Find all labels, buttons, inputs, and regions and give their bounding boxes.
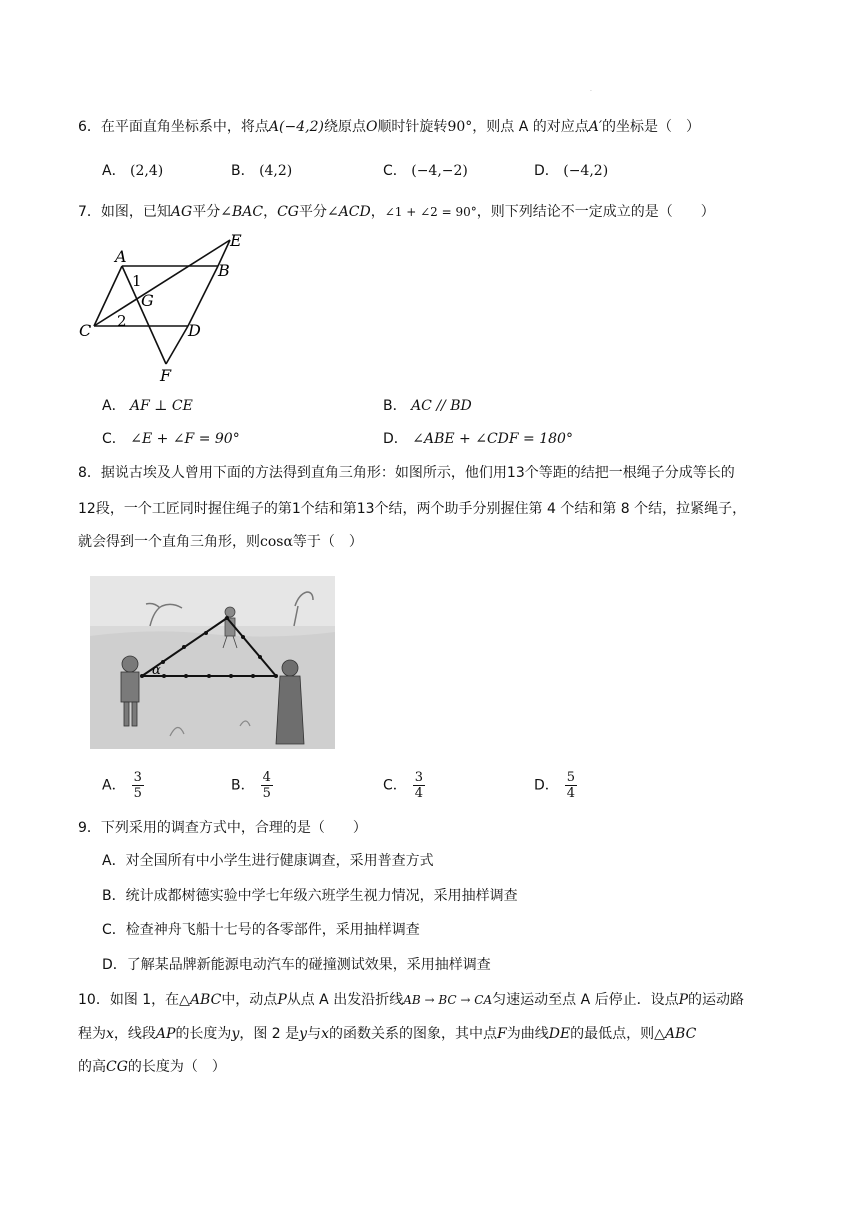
option-value: (−4,2): [563, 163, 609, 179]
q8-option-a[interactable]: [102, 770, 144, 801]
q10-line-3: [78, 1057, 226, 1077]
option-value: AF ⊥ CE: [130, 398, 193, 414]
option-letter: D．: [534, 777, 559, 794]
q10-x: x: [106, 1026, 114, 1042]
q7-text: ，: [370, 204, 385, 220]
q10-triangle: △ABC: [179, 992, 222, 1008]
q10-text: 从点 A 出发沿折线: [286, 992, 404, 1008]
option-letter: C．: [102, 431, 126, 447]
q10-f: F: [497, 1026, 507, 1042]
q6-angle: 90°: [447, 119, 473, 135]
q10-text: 为曲线: [506, 1026, 549, 1042]
q10-y: y: [231, 1026, 240, 1042]
q7-text: 平分: [298, 204, 327, 220]
q9-option-a[interactable]: A．对全国所有中小学生进行健康调查，采用普查方式: [102, 853, 434, 869]
option-value: AC // BD: [411, 398, 472, 414]
segment-bd: [188, 266, 218, 326]
q10-text: 匀速运动至点 A 后停止．设点: [492, 992, 679, 1008]
q9-option-b[interactable]: B．统计成都树德实验中学七年级六班学生视力情况，采用抽样调查: [102, 888, 518, 904]
q10-p: P: [277, 992, 287, 1008]
q7-ag: AG: [170, 204, 193, 220]
q8-text: 就会得到一个直角三角形，则: [78, 534, 260, 550]
q7-text: ，则下列结论不一定成立的是（ ）: [476, 204, 715, 220]
option-value: (2,4): [130, 163, 164, 179]
option-letter: A．: [102, 398, 126, 414]
q8-option-c[interactable]: [383, 770, 425, 801]
q6-option-a[interactable]: [102, 161, 163, 181]
q10-path: AB → BC → CA: [403, 993, 493, 1007]
label-c: C: [79, 321, 92, 340]
q6-option-c[interactable]: [383, 161, 468, 181]
option-letter: C．: [383, 777, 407, 794]
numerator: 3: [414, 770, 424, 785]
q7-option-a[interactable]: [102, 396, 193, 416]
q7-geometry-figure: [70, 228, 270, 386]
q7-text: 7．如图，已知: [78, 204, 171, 220]
fraction: [132, 770, 144, 801]
q9-option-c[interactable]: C．检查神舟飞船十七号的各零部件，采用抽样调查: [102, 922, 420, 938]
question-6-stem: [78, 117, 700, 137]
q10-cg: CG: [106, 1059, 128, 1075]
q8-line-3: [78, 532, 363, 552]
label-angle-2: 2: [117, 312, 127, 330]
q8-cos: cosα: [260, 534, 293, 550]
q8-text: 等于（ ）: [292, 534, 363, 550]
sky: [90, 576, 335, 626]
q6-option-b[interactable]: [231, 161, 292, 181]
q7-option-b[interactable]: [383, 396, 472, 416]
q6-origin: O: [365, 119, 378, 135]
q7-acd: ∠ACD: [326, 204, 371, 220]
option-value: ∠E + ∠F = 90°: [130, 431, 240, 447]
denominator: 4: [414, 786, 424, 801]
option-letter: B．: [231, 777, 255, 794]
q8-line-2: 12段，一个工匠同时握住绳子的第1个结和第13个结，两个助手分别握住第 4 个结和第 8 个结，拉紧绳子，: [78, 501, 747, 517]
q10-line-2: [78, 1024, 696, 1044]
q6-prime: A′: [588, 119, 603, 135]
option-letter: A．: [102, 163, 126, 179]
q6-text: 绕原点: [323, 119, 366, 135]
fraction: [565, 770, 577, 801]
q7-bac: ∠BAC: [220, 204, 264, 220]
label-angle-1: 1: [132, 272, 142, 290]
q6-text: ，则点 A 的对应点: [472, 119, 589, 135]
q6-text: 顺时针旋转: [377, 119, 448, 135]
denominator: 4: [566, 786, 576, 801]
q8-egypt-rope-picture: [90, 576, 335, 749]
q7-cg: CG: [277, 204, 299, 220]
q6-option-d[interactable]: [534, 161, 608, 181]
q9-stem: 9．下列采用的调查方式中，合理的是（ ）: [78, 820, 367, 836]
q7-text: 平分: [192, 204, 221, 220]
segment-af: [122, 266, 166, 364]
numerator: 4: [262, 770, 271, 785]
question-7-stem: [78, 202, 715, 222]
option-letter: B．: [231, 163, 255, 179]
q10-p: P: [678, 992, 689, 1008]
q8-option-b[interactable]: [231, 770, 273, 801]
q8-option-d[interactable]: [534, 770, 577, 801]
numerator: 3: [133, 770, 142, 785]
q7-sum: ∠1 + ∠2 = 90°: [384, 205, 477, 219]
q10-text: 的长度为: [175, 1026, 232, 1042]
q10-text: 的函数关系的图象，其中点: [329, 1026, 497, 1042]
label-f: F: [160, 366, 172, 385]
q10-text: ，图 2 是: [239, 1026, 300, 1042]
q10-text: 10．如图 1，在: [78, 992, 180, 1008]
label-a: A: [115, 247, 127, 266]
numerator: 5: [566, 770, 576, 785]
option-letter: B．: [383, 398, 407, 414]
q10-text: 的最低点，则: [570, 1026, 655, 1042]
q6-point: A(−4,2): [268, 119, 324, 135]
q7-option-d[interactable]: [383, 429, 573, 449]
q7-text: ，: [263, 204, 278, 220]
label-g: G: [141, 291, 154, 310]
option-value: (−4,−2): [411, 163, 468, 179]
q9-option-d[interactable]: D．了解某品牌新能源电动汽车的碰撞测试效果，采用抽样调查: [102, 957, 491, 973]
scan-mark: ·: [590, 88, 592, 95]
q7-option-c[interactable]: [102, 429, 240, 449]
option-value: ∠ABE + ∠CDF = 180°: [412, 431, 573, 447]
denominator: 5: [262, 786, 271, 801]
q10-x: x: [321, 1026, 329, 1042]
alpha-label: α: [152, 663, 161, 678]
q10-triangle: △ABC: [654, 1026, 697, 1042]
fraction: [413, 770, 425, 801]
label-d: D: [188, 321, 201, 340]
denominator: 5: [133, 786, 142, 801]
q6-text: 的坐标是（ ）: [602, 119, 701, 135]
q10-text: 的高: [78, 1059, 106, 1075]
q8-line-1: 8．据说古埃及人曾用下面的方法得到直角三角形：如图所示，他们用13个等距的结把一根绳子分成等长的: [78, 465, 735, 481]
q6-text: 6．在平面直角坐标系中，将点: [78, 119, 269, 135]
q10-ap: AP: [155, 1026, 176, 1042]
q10-line-1: [78, 990, 744, 1010]
option-letter: D．: [383, 431, 408, 447]
label-e: E: [230, 231, 242, 250]
q10-text: 的运动路: [688, 992, 745, 1008]
option-value: (4,2): [259, 163, 293, 179]
q10-text: 的长度为（ ）: [127, 1059, 226, 1075]
option-letter: C．: [383, 163, 407, 179]
q10-de: DE: [548, 1026, 571, 1042]
q10-y: y: [299, 1026, 308, 1042]
option-letter: D．: [534, 163, 559, 179]
option-letter: A．: [102, 777, 126, 794]
q10-text: 程为: [78, 1026, 106, 1042]
label-b: B: [218, 261, 230, 280]
q10-text: 与: [307, 1026, 322, 1042]
q10-text: ，线段: [113, 1026, 156, 1042]
fraction: [261, 770, 273, 801]
segment-df: [166, 326, 188, 364]
q10-text: 中，动点: [221, 992, 278, 1008]
